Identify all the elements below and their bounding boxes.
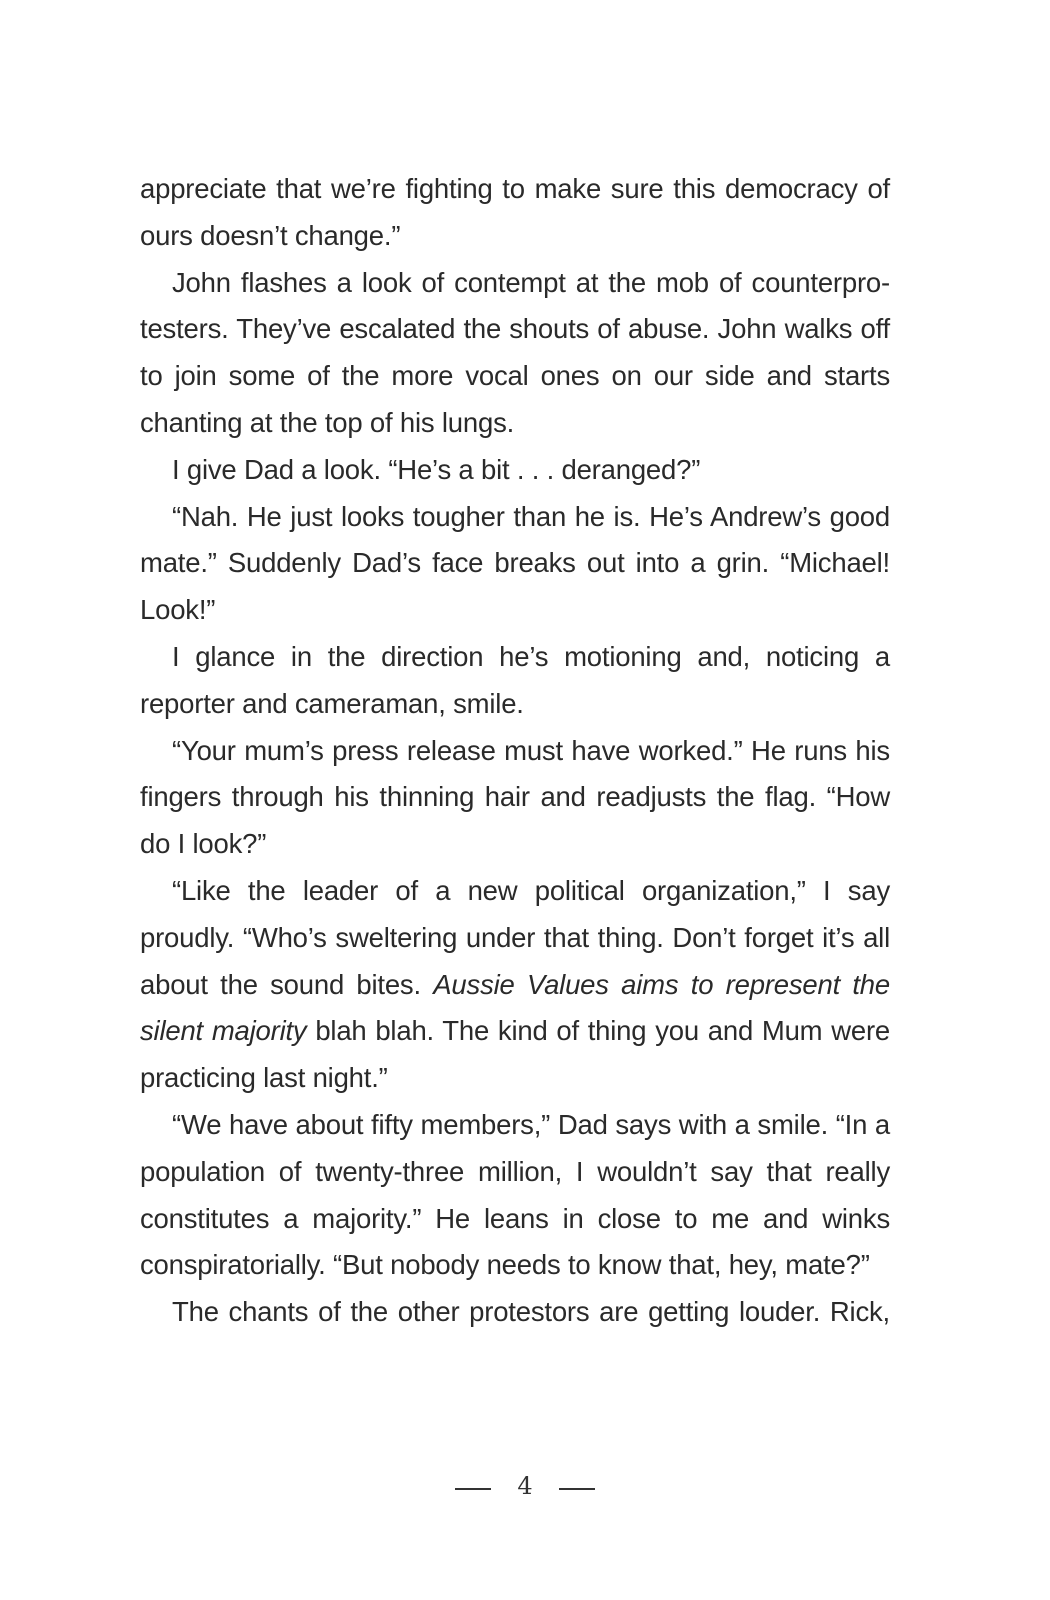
page-body	[140, 166, 890, 1336]
paragraph-deranged: I give Dad a look. “He’s a bit . . . deranged?”	[172, 453, 701, 485]
italic-quote: Aussie Values aims to represent the silent majority	[140, 968, 890, 1047]
page-number: 4	[517, 1472, 533, 1500]
paragraph-text-before-italic: “Like the leader of a new political organization,” I say proudly. “Who’s sweltering under that thing. Don’t forget it’s all about the sound bites.	[140, 874, 890, 1000]
footer-left-dash	[455, 1488, 491, 1490]
paragraph-text-after-italic: blah blah. The kind of thing you and Mum were practicing last night.”	[140, 1015, 891, 1094]
paragraph-chants: The chants of the other protestors are getting louder. Rick,	[172, 1296, 890, 1328]
page-footer	[0, 1466, 1050, 1506]
paragraph-continuation: appreciate that we’re fighting to make sure this democracy of ours doesn’t change.”	[140, 173, 890, 251]
paragraph-nah: “Nah. He just looks tougher than he is. He’s Andrew’s good mate.” Suddenly Dad’s face breaks out into a grin. “Michael! Look!”	[140, 500, 890, 626]
paragraph-political-organization	[140, 868, 890, 1102]
paragraph-press-release: “Your mum’s press release must have worked.” He runs his fingers through his thinning hair and readjusts the flag. “How do I look?”	[140, 734, 890, 860]
paragraph-glance: I glance in the direction he’s motioning and, noticing a reporter and cameraman, smile.	[140, 640, 890, 719]
paragraph-john-walks-off: John flashes a look of contempt at the mob of counterpro- testers. They’ve escalated the shouts of abuse. John walks off to join some of the more vocal ones on our side and starts chanting at the top of his lungs.	[140, 266, 890, 438]
paragraph-fifty-members: “We have about fifty members,” Dad says with a smile. “In a population of twenty-three million, I wouldn’t say that really constitutes a majority.” He leans in close to me and winks conspiratorially. “But nobody needs to know that, hey, mate?”	[140, 1108, 890, 1281]
footer-right-dash	[559, 1488, 595, 1490]
